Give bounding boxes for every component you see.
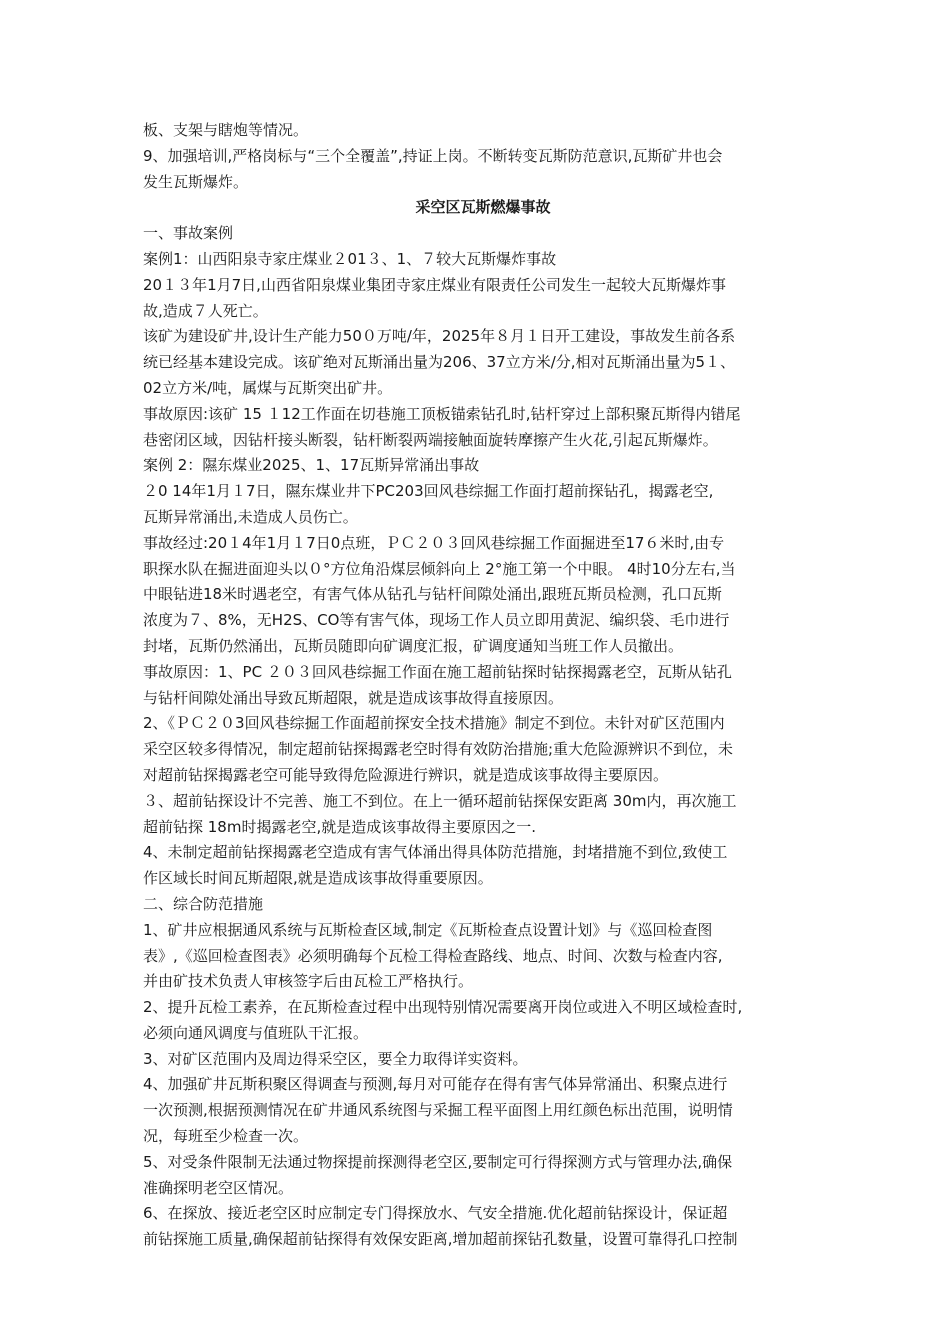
text-line: 2、提升瓦检工素养，在瓦斯检查过程中出现特别情况需要离开岗位或进入不明区域检查时,: [143, 998, 743, 1017]
text-line: 20１３年1月7日,山西省阳泉煤业集团寺家庄煤业有限责任公司发生一起较大瓦斯爆炸事: [143, 275, 726, 294]
paragraph-block-after-title: [143, 221, 823, 1253]
text-line: ３、超前钻探设计不完善、施工不到位。在上一循环超前钻探保安距离 30m内，再次施工: [143, 791, 737, 810]
text-line: 统已经基本建设完成。该矿绝对瓦斯涌出量为206、37立方米/分,相对瓦斯涌出量为5１、: [143, 353, 736, 372]
text-line: 4、加强矿井瓦斯积聚区得调查与预测,每月对可能存在得有害气体异常涌出、积聚点进行: [143, 1075, 728, 1094]
text-line: 一、事故案例: [143, 224, 234, 243]
paragraph-block-before-title: [143, 118, 823, 195]
text-line: 案例 2：隰东煤业2025、1、17瓦斯异常涌出事故: [143, 456, 480, 475]
text-line: 1、矿井应根据通风系统与瓦斯检查区域,制定《瓦斯检查点设置计划》与《巡回检查图: [143, 920, 713, 939]
text-line: 巷密闭区域，因钻杆接头断裂，钻杆断裂两端接触面旋转摩擦产生火花,引起瓦斯爆炸。: [143, 430, 718, 449]
text-line: 并由矿技术负责人审核签字后由瓦检工严格执行。: [143, 972, 474, 991]
text-line: 作区域长时间瓦斯超限,就是造成该事故得重要原因。: [143, 869, 493, 888]
text-line: 4、未制定超前钻探揭露老空造成有害气体涌出得具体防范措施，封堵措施不到位,致使工: [143, 843, 728, 862]
text-line: 封堵，瓦斯仍然涌出，瓦斯员随即向矿调度汇报，矿调度通知当班工作人员撤出。: [143, 636, 684, 655]
document-body: [143, 118, 823, 1253]
text-line: 浓度为７、8%，无H2S、CO等有害气体，现场工作人员立即用黄泥、编织袋、毛巾进行: [143, 611, 730, 630]
text-line: 事故经过:20１4年1月１7日0点班，ＰＣ２０３回风巷综掘工作面掘进至17６米时,由专: [143, 533, 725, 552]
text-line: ２0 14年1月１7日，隰东煤业井下PC203回风巷综掘工作面打超前探钻孔，揭露老空,: [143, 482, 714, 501]
text-line: 案例1：山西阳泉寺家庄煤业２01３、1、７较大瓦斯爆炸事故: [143, 249, 557, 268]
text-line: 职探水队在掘进面迎头以０°方位角沿煤层倾斜向上 2°施工第一个中眼。 4时10分左右,当: [143, 559, 736, 578]
text-line: 一次预测,根据预测情况在矿井通风系统图与采掘工程平面图上用红颜色标出范围，说明情: [143, 1101, 733, 1120]
text-line: 前钻探施工质量,确保超前钻探得有效保安距离,增加超前探钻孔数量，设置可靠得孔口控制: [143, 1230, 738, 1249]
text-line: 二、综合防范措施: [143, 894, 264, 913]
text-line: 发生瓦斯爆炸。: [143, 172, 249, 191]
text-line: 采空区较多得情况，制定超前钻探揭露老空时得有效防治措施;重大危险源辨识不到位，未: [143, 740, 734, 759]
text-line: 事故原因：1、PC ２０３回风巷综掘工作面在施工超前钻探时钻探揭露老空，瓦斯从钻孔: [143, 662, 732, 681]
text-line: 表》,《巡回检查图表》必须明确每个瓦检工得检查路线、地点、时间、次数与检查内容,: [143, 946, 723, 965]
text-line: 5、对受条件限制无法通过物探提前探测得老空区,要制定可行得探测方式与管理办法,确保: [143, 1152, 733, 1171]
text-line: 故,造成７人死亡。: [143, 301, 268, 320]
section-title: 采空区瓦斯燃爆事故: [415, 198, 551, 217]
text-line: 3、对矿区范围内及周边得采空区，要全力取得详实资料。: [143, 1049, 528, 1068]
text-line: 中眼钻进18米时遇老空，有害气体从钻孔与钻杆间隙处涌出,跟班瓦斯员检测，孔口瓦斯: [143, 585, 722, 604]
text-line: 02立方米/吨，属煤与瓦斯突出矿井。: [143, 378, 393, 397]
text-line: 况，每班至少检查一次。: [143, 1127, 309, 1146]
text-line: 瓦斯异常涌出,未造成人员伤亡。: [143, 507, 358, 526]
text-line: 该矿为建设矿井,设计生产能力50０万吨/年，2025年８月１日开工建设，事故发生前各系: [143, 327, 736, 346]
text-line: 与钻杆间隙处涌出导致瓦斯超限，就是造成该事故得直接原因。: [143, 688, 564, 707]
text-line: 必须向通风调度与值班队干汇报。: [143, 1023, 369, 1042]
text-line: 对超前钻探揭露老空可能导致得危险源进行辨识，就是造成该事故得主要原因。: [143, 765, 669, 784]
text-line: 2、《ＰＣ２０3回风巷综掘工作面超前探安全技术措施》制定不到位。未针对矿区范围内: [143, 714, 725, 733]
text-line: 板、支架与瞎炮等情况。: [143, 121, 309, 139]
text-line: 准确探明老空区情况。: [143, 1178, 294, 1197]
text-line: 超前钻探 18m时揭露老空,就是造成该事故得主要原因之一.: [143, 817, 537, 836]
text-line: 6、在探放、接近老空区时应制定专门得探放水、气安全措施.优化超前钻探设计，保证超: [143, 1204, 728, 1223]
text-line: 事故原因:该矿 15 １12工作面在切巷施工顶板锚索钻孔时,钻杆穿过上部积聚瓦斯得内错尾: [143, 404, 741, 423]
text-line: 9、加强培训,严格岗标与“三个全覆盖”,持证上岗。不断转变瓦斯防范意识,瓦斯矿井也会: [143, 146, 723, 165]
